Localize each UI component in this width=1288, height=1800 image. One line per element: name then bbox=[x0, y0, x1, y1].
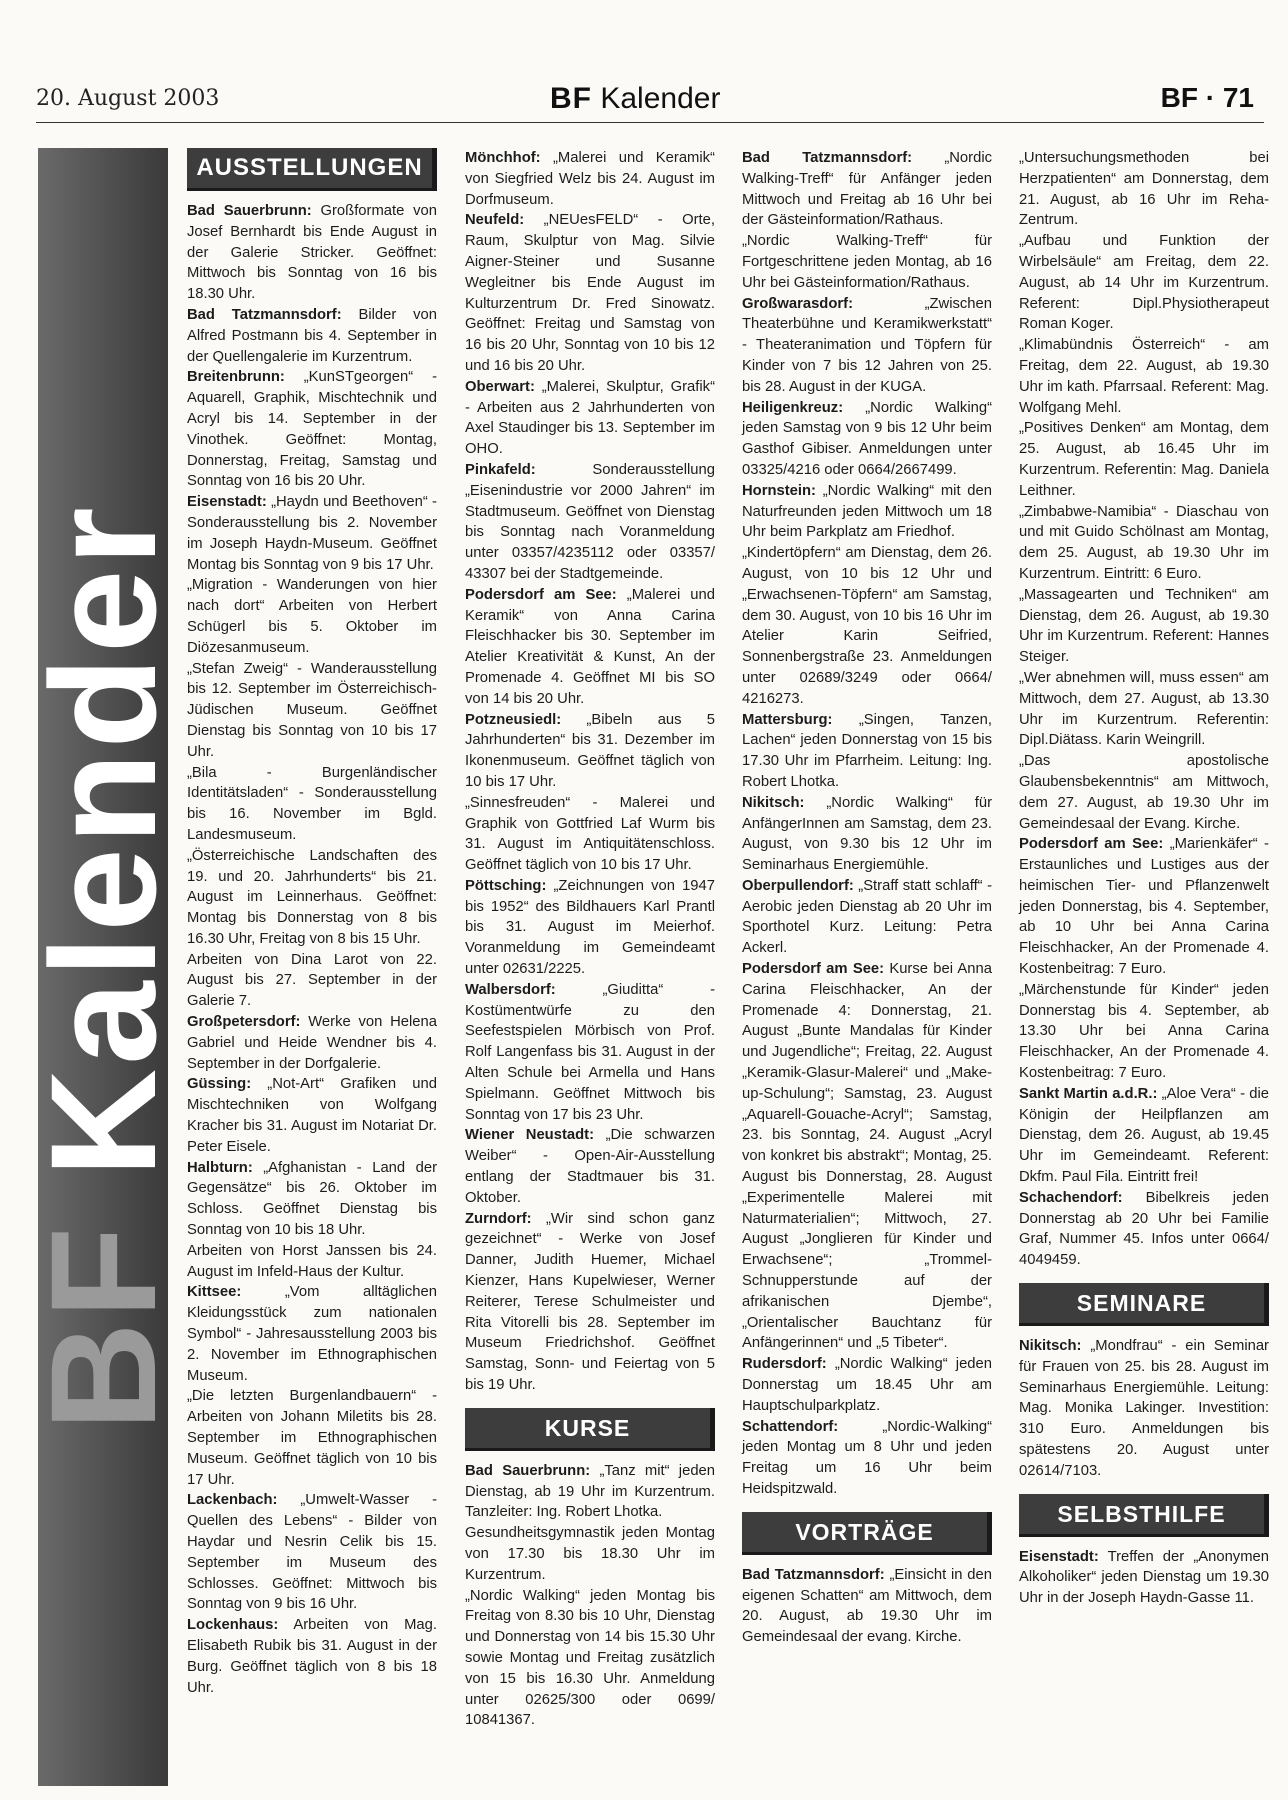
entry-place: Podersdorf am See: bbox=[1019, 836, 1164, 853]
entry-text: „Malerei und Keramik“ von Siegfried Welz bis 24. August im Dorfmuseum. bbox=[465, 150, 715, 208]
calendar-entry bbox=[1019, 980, 1269, 1084]
calendar-entry bbox=[1019, 1336, 1269, 1482]
entry-place: Pöttsching: bbox=[465, 877, 547, 894]
entry-text: „Bibeln aus 5 Jahrhunderten“ bis 31. Dezember im Ikonenmuseum. Geöffnet täglich von 10 bis 17 Uhr. bbox=[465, 711, 715, 790]
calendar-entry bbox=[1019, 148, 1269, 231]
calendar-entry bbox=[187, 367, 437, 492]
calendar-entry bbox=[742, 1354, 992, 1416]
calendar-entry bbox=[742, 710, 992, 793]
column-3 bbox=[742, 148, 992, 1788]
calendar-entry bbox=[187, 950, 437, 1012]
entry-text: Arbeiten von Mag. Elisabeth Rubik bis 31. August in der Burg. Geöffnet täglich von 8 bis 18 Uhr. bbox=[187, 1617, 437, 1696]
entry-text: „Vom alltäglichen Kleidungsstück zum nationalen Symbol“ - Jahresausstellung 2003 bis 2. November im Ethnographischen Museum. bbox=[187, 1284, 437, 1384]
entry-place: Rudersdorf: bbox=[742, 1356, 827, 1373]
entry-text: „Nordic Walking“ mit den Naturfreunden jeden Mittwoch um 18 Uhr beim Parkplatz am Friedhof. bbox=[742, 482, 992, 541]
calendar-entry bbox=[1019, 335, 1269, 418]
entry-text: „Zeichnungen von 1947 bis 1952“ des Bildhauers Karl Prantl bis 31. August im Meierhof. Voranmeldung im Gemeindeamt unter 02631/2225. bbox=[465, 877, 715, 978]
calendar-entry bbox=[187, 763, 437, 846]
calendar-entry bbox=[465, 210, 715, 376]
calendar-entry bbox=[465, 1209, 715, 1396]
entry-place: Hornstein: bbox=[742, 482, 816, 499]
entry-place: Podersdorf am See: bbox=[465, 586, 617, 603]
entry-text: „Wir sind schon ganz gezeichnet“ - Werke von Josef Danner, Judith Huemer, Michael Kienzer, Hans Kupelwieser, Werner Reiterer, Terese Schulmeister und Rita Vitorelli bis 28. September im Museum Friedrichshof. Geöffnet Samstag, Sonn- und Feiertag von 5 bis 19 Uhr. bbox=[465, 1210, 715, 1394]
calendar-entry bbox=[742, 231, 992, 293]
entry-text: „Nordic Walking“ jeden Samstag von 9 bis 12 Uhr beim Gasthof Gibiser. Anmeldungen unter 03325/4216 oder 0664/2667499. bbox=[742, 399, 992, 478]
entry-text: „Das apostolische Glaubensbekenntnis“ am Mittwoch, dem 27. August, ab 19.30 Uhr im Gemeindesaal der Evang. Kirche. bbox=[1019, 753, 1269, 832]
entry-text: Arbeiten von Dina Larot von 22. August bis 27. September in der Galerie 7. bbox=[187, 951, 437, 1010]
entry-text: „Straff statt schlaff“ - Aerobic jeden Dienstag ab 20 Uhr im Sporthotel Kurz. Leitung: Petra Ackerl. bbox=[742, 877, 992, 957]
entry-place: Eisenstadt: bbox=[1019, 1548, 1099, 1565]
calendar-entry bbox=[1019, 1547, 1269, 1609]
calendar-entry bbox=[1019, 751, 1269, 834]
calendar-entry bbox=[187, 1012, 437, 1074]
calendar-entry bbox=[1019, 834, 1269, 980]
entry-text: „Nordic Walking-Treff“ für Fortgeschrittene jeden Montag, ab 16 Uhr bei Gästeinformation/Rathaus. bbox=[742, 233, 992, 291]
calendar-entry bbox=[742, 1417, 992, 1500]
entry-text: „Kindertöpfern“ am Dienstag, dem 26. August, von 10 bis 12 Uhr und „Erwachsenen-Töpfern“ am Samstag, dem 30. August, von 10 bis 16 Uhr im Atelier Karin Seifried, Sonnenbergstraße 23. Anmeldungen unter 02689/3249 oder 0664/ 4216273. bbox=[742, 545, 992, 707]
calendar-entry bbox=[465, 876, 715, 980]
calendar-entry bbox=[187, 1282, 437, 1386]
entry-place: Mattersburg: bbox=[742, 711, 833, 728]
entry-text: „Malerei, Skulptur, Grafik“ - Arbeiten aus 2 Jahrhunderten von Axel Staudinger bis 13. September im OHO. bbox=[465, 378, 715, 458]
calendar-entry bbox=[465, 793, 715, 876]
page-number: BF · 71 bbox=[1160, 82, 1254, 113]
calendar-entry bbox=[187, 1074, 437, 1157]
calendar-entry bbox=[187, 1241, 437, 1283]
calendar-entry bbox=[187, 492, 437, 575]
section-heading: SEMINARE bbox=[1019, 1283, 1269, 1326]
entry-place: Wiener Neustadt: bbox=[465, 1127, 595, 1144]
calendar-entry bbox=[465, 1586, 715, 1732]
calendar-entry bbox=[742, 1565, 992, 1648]
entry-place: Podersdorf am See: bbox=[742, 961, 885, 978]
entry-place: Nikitsch: bbox=[742, 794, 805, 811]
entry-place: Eisenstadt: bbox=[187, 494, 267, 511]
calendar-entry bbox=[1019, 1084, 1269, 1188]
entry-place: Halbturn: bbox=[187, 1159, 253, 1176]
entry-text: „Malerei und Keramik“ von Anna Carina Fleischhacker bis 30. September im Atelier Kreativität & Kunst, An der Promenade 4. Geöffnet MI bis SO von 14 bis 20 Uhr. bbox=[465, 586, 715, 707]
entry-text: „Umwelt-Wasser - Quellen des Lebens“ - Bilder von Haydar und Nesrin Celik bis 15. September im Museum des Schlosses. Geöffnet: Mittwoch bis Sonntag von 9 bis 16 Uhr. bbox=[187, 1492, 437, 1613]
entry-text: „Wer abnehmen will, muss essen“ am Mittwoch, dem 27. August, ab 13.30 Uhr im Kurzentrum. Referentin: Dipl.Diätass. Karin Weingrill. bbox=[1019, 669, 1269, 749]
entry-text: „Nordic Walking“ jeden Donnerstag um 18.45 Uhr am Hauptschulparkplatz. bbox=[742, 1356, 992, 1414]
entry-text: „Einsicht in den eigenen Schatten“ am Mittwoch, dem 20. August, ab 19.30 Uhr im Gemeindesaal der evang. Kirche. bbox=[742, 1566, 992, 1646]
entry-place: Breitenbrunn: bbox=[187, 369, 285, 386]
column-2 bbox=[465, 148, 715, 1788]
entry-text: Großformate von Josef Bernhardt bis Ende August in der Galerie Stricker. Geöffnet: Mittwoch bis Sonntag von 16 bis 18.30 Uhr. bbox=[187, 203, 437, 303]
entry-place: Bad Sauerbrunn: bbox=[465, 1462, 591, 1479]
calendar-entry bbox=[1019, 502, 1269, 585]
column-4 bbox=[1019, 148, 1269, 1788]
calendar-entry bbox=[187, 659, 437, 763]
entry-text: „Sinnesfreuden“ - Malerei und Graphik von Gottfried Laf Wurm bis 31. August im Antiquitätenschloss. Geöffnet täglich von 10 bis 17 Uhr. bbox=[465, 794, 715, 874]
calendar-entry bbox=[465, 377, 715, 460]
entry-place: Heiligenkreuz: bbox=[742, 399, 844, 416]
calendar-entry bbox=[742, 793, 992, 876]
entry-text: „Österreichische Landschaften des 19. und 20. Jahrhunderts“ bis 21. August im Leinnerhaus. Geöffnet: Montag bis Donnerstag von 8 bis 16.30 Uhr, Freitag von 8 bis 15 Uhr. bbox=[187, 847, 437, 947]
entry-text: Arbeiten von Horst Janssen bis 24. August im Infeld-Haus der Kultur. bbox=[187, 1242, 437, 1280]
calendar-entry bbox=[465, 1523, 715, 1585]
calendar-entry bbox=[187, 575, 437, 658]
section-logo bbox=[550, 82, 720, 116]
column-1 bbox=[187, 148, 437, 1788]
calendar-entry bbox=[742, 294, 992, 398]
calendar-entry bbox=[465, 980, 715, 1126]
entry-place: Oberwart: bbox=[465, 378, 535, 395]
entry-text: „Bila - Burgenländischer Identitätsladen“ - Sonderausstellung bis 16. November im Bgld. Landesmuseum. bbox=[187, 764, 437, 843]
entry-place: Walbersdorf: bbox=[465, 981, 556, 998]
sidebar-banner bbox=[19, 148, 187, 1786]
entry-text: „Mondfrau“ - ein Seminar für Frauen von 25. bis 28. August im Seminarhaus Energiemühle. Leitung: Mag. Monika Lakinger. Investition: 310 Euro. Anmeldungen bis spätestens 20. August unter 02614/7103. bbox=[1019, 1338, 1269, 1479]
calendar-entry bbox=[1019, 1188, 1269, 1271]
entry-text: „Positives Denken“ am Montag, dem 25. August, ab 16.45 Uhr im Kurzentrum. Referentin: Mag. Daniela Leithner. bbox=[1019, 420, 1269, 499]
section-heading: SELBSTHILFE bbox=[1019, 1494, 1269, 1537]
logo-title: Kalender bbox=[600, 82, 721, 115]
calendar-entry bbox=[742, 481, 992, 543]
calendar-entry bbox=[465, 585, 715, 710]
entry-text: „Nordic Walking“ jeden Montag bis Freitag von 8.30 bis 10 Uhr, Dienstag und Donnerstag von 14 bis 15.30 Uhr sowie Montag und Freitag zusätzlich von 15 bis 16.30 Uhr. Anmeldung unter 02625/300 oder 0699/ 10841367. bbox=[465, 1587, 715, 1729]
entry-place: Nikitsch: bbox=[1019, 1338, 1082, 1355]
calendar-entry bbox=[1019, 585, 1269, 668]
entry-text: „Marienkäfer“ - Erstaunliches und Lustiges aus der heimischen Tier- und Pflanzenwelt jeden Donnerstag, bis 4. September, ab 10 Uhr bei Anna Carina Fleischhacker, An der Promenade 4. Kostenbeitrag: 7 Euro. bbox=[1019, 836, 1269, 978]
entry-text: „NEUesFELD“ - Orte, Raum, Skulptur von Mag. Silvie Aigner-Steiner und Susanne Wegleitner bis Ende August im Kulturzentrum Dr. Fred Sinowatz. Geöffnet: Freitag und Samstag von 16 bis 20 Uhr, Sonntag von 10 bis 12 und 16 bis 20 Uhr. bbox=[465, 212, 715, 374]
entry-text: Bilder von Alfred Postmann bis 4. September in der Quellengalerie im Kurzentrum. bbox=[187, 306, 437, 365]
calendar-entry bbox=[465, 1125, 715, 1208]
calendar-entry bbox=[742, 876, 992, 959]
entry-text: Kurse bei Anna Carina Fleischhacker, An der Promenade 4: Donnerstag, 21. August „Bunte Mandalas für Kinder und Jugendliche“; Freitag, 22. August „Keramik-Glasur-Malerei“ und „Make-up-Schulung“; Samstag, 23. August „Aquarell-Gouache-Acryl“; Samstag, 23. bis Sonntag, 24. August „Acryl von konkret bis abstrakt“; Montag, 25. August bis Donnerstag, 28. August „Experimentelle Malerei mit Naturmaterialien“; Mittwoch, 27. August „Jonglieren für Kinder und Erwachsene“; „Trommel-Schnupperstunde auf der afrikanischen Djembe“, „Orientalischer Bauchtanz für Anfängerinnen“ und „5 Tibeter“. bbox=[742, 961, 992, 1352]
logo-bf: BF bbox=[550, 82, 592, 115]
calendar-entry bbox=[1019, 231, 1269, 335]
entry-text: Werke von Helena Gabriel und Heide Wendner bis 4. September in der Dorfgalerie. bbox=[187, 1014, 437, 1072]
entry-text: „Giuditta“ - Kostümentwürfe zu den Seefestspielen Mörbisch von Prof. Rolf Langenfass bis 31. August in der Alten Schule bei Armella und Hans Spielmann. Geöffnet Mittwoch bis Sonntag von 17 bis 23 Uhr. bbox=[465, 981, 715, 1123]
entry-text: „Singen, Tanzen, Lachen“ jeden Donnerstag von 15 bis 17.30 Uhr im Pfarrheim. Leitung: Ing. Robert Lhotka. bbox=[742, 711, 992, 790]
entry-place: Bad Tatzmannsdorf: bbox=[742, 150, 913, 166]
entry-text: Sonderausstellung „Eisenindustrie vor 2000 Jahren“ im Stadtmuseum. Geöffnet von Dienstag bis Sonntag nach Voranmeldung unter 03357/4235112 oder 03357/ 43307 bei der Stadtgemeinde. bbox=[465, 461, 715, 582]
entry-text: „Not-Art“ Grafiken und Mischtechniken von Wolfgang Kracher bis 31. August im Notariat Dr. Peter Eisele. bbox=[187, 1076, 437, 1155]
calendar-entry bbox=[187, 1158, 437, 1241]
entry-place: Lockenhaus: bbox=[187, 1617, 279, 1634]
entry-text: „Zwischen Theaterbühne und Keramikwerkstatt“ - Theateranimation und Töpfern für Kinder von 7 bis 12 Jahren von 25. bis 28. August in der KUGA. bbox=[742, 295, 992, 395]
entry-place: Schachendorf: bbox=[1019, 1189, 1123, 1206]
entry-place: Güssing: bbox=[187, 1076, 252, 1093]
entry-text: „Aufbau und Funktion der Wirbelsäule“ am Freitag, dem 22. August, ab 14 Uhr im Kurzentrum. Referent: Dipl.Physiotherapeut Roman Koger. bbox=[1019, 233, 1269, 333]
calendar-entry bbox=[187, 1490, 437, 1615]
section-heading: KURSE bbox=[465, 1408, 715, 1451]
entry-place: Sankt Martin a.d.R.: bbox=[1019, 1085, 1158, 1102]
calendar-entry bbox=[187, 846, 437, 950]
entry-place: Bad Sauerbrunn: bbox=[187, 203, 312, 219]
entry-text: Treffen der „Anonymen Alkoholiker“ jeden Dienstag um 19.30 Uhr in der Joseph Haydn-Gasse 11. bbox=[1019, 1548, 1269, 1607]
sidebar-title bbox=[19, 503, 187, 1431]
entry-place: Neufeld: bbox=[465, 212, 525, 229]
entry-place: Kittsee: bbox=[187, 1284, 242, 1301]
page-header bbox=[36, 82, 1264, 123]
entry-place: Potzneusiedl: bbox=[465, 711, 562, 728]
calendar-entry bbox=[742, 398, 992, 481]
calendar-entry bbox=[465, 460, 715, 585]
entry-text: „Stefan Zweig“ - Wanderausstellung bis 12. September im Österreichisch-Jüdischen Museum. Geöffnet Dienstag bis Sonntag von 10 bis 17 Uhr. bbox=[187, 660, 437, 760]
entry-place: Schattendorf: bbox=[742, 1418, 839, 1435]
entry-text: „KunSTgeorgen“ - Aquarell, Graphik, Mischtechnik und Acryl bis 14. September in der Vinothek. Geöffnet: Montag, Donnerstag, Freitag, Samstag und Sonntag von 16 bis 20 Uhr. bbox=[187, 369, 437, 490]
calendar-entry bbox=[187, 1386, 437, 1490]
entry-text: „Afghanistan - Land der Gegensätze“ bis 26. Oktober im Schloss. Geöffnet Dienstag bis Sonntag von 10 bis 18 Uhr. bbox=[187, 1159, 437, 1239]
calendar-entry bbox=[1019, 668, 1269, 751]
calendar-entry bbox=[1019, 418, 1269, 501]
entry-text: „Nordic Walking-Treff“ für Anfänger jeden Mittwoch und Freitag ab 16 Uhr bei der Gästeinformation/Rathaus. bbox=[742, 150, 992, 229]
section-heading: AUSSTELLUNGEN bbox=[187, 148, 437, 191]
entry-place: Zurndorf: bbox=[465, 1210, 532, 1227]
entry-text: „Tanz mit“ jeden Dienstag, ab 19 Uhr im Kurzentrum. Tanzleiter: Ing. Robert Lhotka. bbox=[465, 1462, 716, 1521]
entry-text: „Nordic-Walking“ jeden Montag um 8 Uhr und jeden Freitag um 16 Uhr beim Heidspitzwald. bbox=[742, 1418, 992, 1497]
entry-text: „Zimbabwe-Namibia“ - Diaschau von und mit Guido Schölnast am Montag, dem 25. August, ab 19.30 Uhr im Kurzentrum. Eintritt: 6 Euro. bbox=[1019, 503, 1269, 582]
entry-place: Oberpullendorf: bbox=[742, 877, 854, 894]
entry-text: „Die letzten Burgenlandbauern“ - Arbeiten von Johann Miletits bis 28. September im Ethnographischen Museum. Geöffnet täglich von 10 bis 17 Uhr. bbox=[187, 1388, 437, 1488]
entry-place: Bad Tatzmannsdorf: bbox=[742, 1566, 885, 1583]
entry-place: Mönchhof: bbox=[465, 150, 541, 166]
sidebar-bf: BF bbox=[19, 1222, 187, 1431]
calendar-entry bbox=[187, 1615, 437, 1698]
entry-text: „Die schwarzen Weiber“ - Open-Air-Ausstellung entlang der Stadtmauer bis 31. Oktober. bbox=[465, 1127, 716, 1206]
entry-text: „Aloe Vera“ - die Königin der Heilpflanzen am Dienstag, dem 26. August, ab 19.45 Uhr im Gemeindeamt. Referent: Dkfm. Paul Fila. Eintritt frei! bbox=[1019, 1085, 1269, 1186]
calendar-entry bbox=[465, 1461, 715, 1523]
entry-place: Lackenbach: bbox=[187, 1492, 278, 1509]
entry-place: Bad Tatzmannsdorf: bbox=[187, 306, 342, 323]
calendar-entry bbox=[742, 148, 992, 231]
calendar-entry bbox=[187, 201, 437, 305]
entry-text: „Haydn und Beethoven“ - Sonderausstellung bis 2. November im Joseph Haydn-Museum. Geöffnet Montag bis Sonntag von 9 bis 17 Uhr. bbox=[187, 494, 437, 573]
entry-place: Großpetersdorf: bbox=[187, 1014, 301, 1031]
calendar-entry bbox=[187, 305, 437, 367]
issue-date: 20. August 2003 bbox=[36, 86, 220, 111]
entry-place: Großwarasdorf: bbox=[742, 295, 853, 312]
entry-place: Pinkafeld: bbox=[465, 461, 536, 478]
entry-text: „Untersuchungsmethoden bei Herzpatienten“ am Donnerstag, dem 21. August, ab 16 Uhr im Reha-Zentrum. bbox=[1019, 150, 1269, 229]
calendar-entry bbox=[465, 148, 715, 210]
section-heading: VORTRÄGE bbox=[742, 1512, 992, 1555]
calendar-entry bbox=[742, 543, 992, 709]
calendar-entry bbox=[742, 959, 992, 1354]
entry-text: Bibelkreis jeden Donnerstag ab 20 Uhr bei Familie Graf, Nummer 45. Infos unter 0664/ 4049459. bbox=[1019, 1189, 1269, 1269]
entry-text: „Nordic Walking“ für AnfängerInnen am Samstag, dem 23. August, von 9.30 bis 12 Uhr im Seminarhaus Energiemühle. bbox=[742, 794, 992, 874]
entry-text: „Massagearten und Techniken“ am Dienstag, dem 26. August, ab 19.30 Uhr im Kurzentrum. Referent: Hannes Steiger. bbox=[1019, 586, 1269, 666]
calendar-entry bbox=[465, 710, 715, 793]
sidebar-kalender: Kalender bbox=[19, 503, 187, 1178]
entry-text: „Märchenstunde für Kinder“ jeden Donnerstag bis 4. September, ab 13.30 Uhr bei Anna Carina Fleischhacker, An der Promenade 4. Kostenbeitrag: 7 Euro. bbox=[1019, 981, 1269, 1082]
entry-text: Gesundheitsgymnastik jeden Montag von 17.30 bis 18.30 Uhr im Kurzentrum. bbox=[465, 1525, 715, 1583]
entry-text: „Migration - Wanderungen von hier nach dort“ Arbeiten von Herbert Schügerl bis 5. Oktober im Diözesanmuseum. bbox=[187, 577, 437, 656]
entry-text: „Klimabündnis Österreich“ - am Freitag, dem 22. August, ab 19.30 Uhr im kath. Pfarrsaal. Referent: Mag. Wolfgang Mehl. bbox=[1019, 337, 1269, 416]
